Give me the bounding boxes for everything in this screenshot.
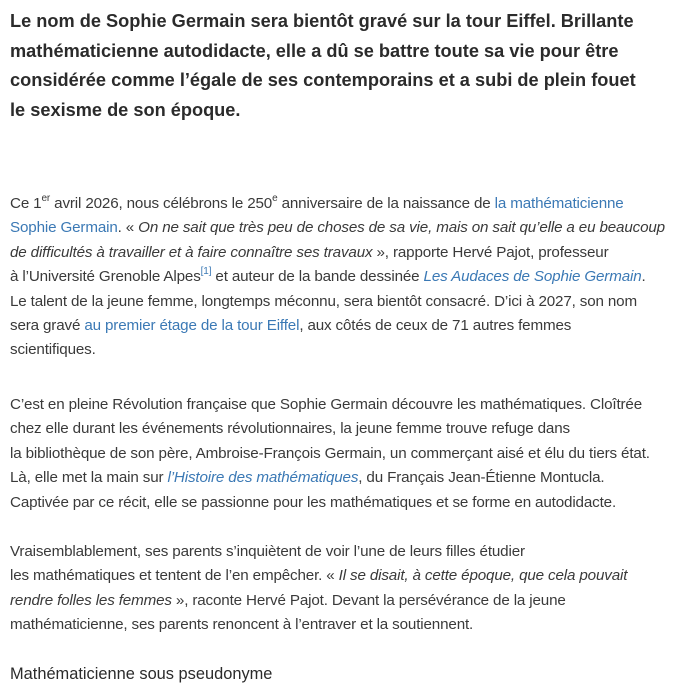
section-subheading: Mathématicienne sous pseudonyme xyxy=(10,665,273,683)
link-les-audaces-de-sophie-germain[interactable] xyxy=(424,268,642,285)
text-run: Là, elle met la main sur xyxy=(10,469,168,487)
paragraph-line xyxy=(10,192,665,216)
lede-line: le sexisme de son époque. xyxy=(10,99,241,120)
paragraph-line: Vraisemblablement, ses parents s’inquiètent de voir l’une de leurs filles étudier xyxy=(10,543,525,560)
paragraph-line xyxy=(10,589,627,613)
paragraph-line: la bibliothèque de son père, Ambroise-François Germain, un commerçant aisé et élu du tiers état. xyxy=(10,444,650,462)
text-run: anniversaire de la naissance de xyxy=(277,195,495,212)
text-run: les mathématiques et tentent de l’en empêcher. « xyxy=(10,567,339,585)
paragraph-line: C’est en pleine Révolution française que Sophie Germain découvre les mathématiques. Cloîtrée xyxy=(10,396,643,413)
paragraph-revolution xyxy=(10,393,650,515)
text-run: , aux côtés de ceux de 71 autres femmes xyxy=(299,317,572,335)
paragraph-line: Captivée par ce récit, elle se passionne pour les mathématiques et se forme en autodidacte. xyxy=(10,493,617,511)
quote-text: rendre folles les femmes xyxy=(10,591,172,609)
paragraph-line: mathématicienne, ses parents renoncent à l’entraver et la soutiennent. xyxy=(10,616,474,634)
quote-text: Il se disait, à cette époque, que cela pouvait xyxy=(338,567,628,585)
paragraph-anniversary xyxy=(10,192,665,363)
paragraph-line xyxy=(10,216,665,240)
article xyxy=(10,0,682,683)
paragraph-line xyxy=(10,314,665,338)
paragraph-line: chez elle durant les événements révolutionnaires, la jeune femme trouve refuge dans xyxy=(10,420,570,438)
paragraph-line xyxy=(10,564,627,588)
paragraph-line xyxy=(10,466,650,490)
footnote-ref-1[interactable]: [1] xyxy=(200,266,212,278)
paragraph-line xyxy=(10,241,665,265)
paragraph-line: Le talent de la jeune femme, longtemps méconnu, sera bientôt consacré. D’ici à 2027, son nom xyxy=(10,292,637,310)
paragraph-parents xyxy=(10,540,627,638)
superscript: er xyxy=(41,192,51,204)
text-run: », raconte Hervé Pajot. Devant la persévérance de la jeune xyxy=(171,591,566,609)
paragraph-line: scientifiques. xyxy=(10,341,96,359)
paragraph-line xyxy=(10,265,665,289)
text-run: avril 2026, nous célébrons le 250 xyxy=(50,195,273,212)
link-histoire-des-mathematiques[interactable] xyxy=(167,469,358,486)
quote-text: de difficultés à travailler et à faire connaître ses travaux xyxy=(10,243,373,261)
book-title: l’Histoire des mathématiques xyxy=(167,469,359,487)
text-run: », rapporte Hervé Pajot, professeur xyxy=(372,243,609,261)
text-run: sera gravé xyxy=(10,317,85,335)
text-run: à l’Université Grenoble Alpes xyxy=(10,268,201,286)
link-premier-etage-tour-eiffel[interactable]: au premier étage de la tour Eiffel xyxy=(84,317,300,335)
article-lede xyxy=(10,0,636,125)
text-run: , du Français Jean-Étienne Montucla. xyxy=(358,469,605,487)
lede-line: Le nom de Sophie Germain sera bientôt gravé sur la tour Eiffel. Brillante xyxy=(10,11,634,31)
book-title: Les Audaces de Sophie Germain xyxy=(423,268,642,286)
superscript: e xyxy=(272,192,278,204)
text-run: et auteur de la bande dessinée xyxy=(211,268,424,286)
quote-text: On ne sait que très peu de choses de sa vie, mais on sait qu’elle a eu beaucoup xyxy=(138,219,665,237)
link-mathematicienne-sophie-germain-cont[interactable]: Sophie Germain xyxy=(10,219,118,237)
lede-line: mathématicienne autodidacte, elle a dû se battre toute sa vie pour être xyxy=(10,40,619,61)
link-mathematicienne-sophie-germain[interactable]: la mathématicienne xyxy=(494,195,624,212)
text-run: Ce 1 xyxy=(10,195,42,212)
lede-line: considérée comme l’égale de ses contemporains et a subi de plein fouet xyxy=(10,70,636,90)
text-run: . xyxy=(641,268,646,286)
text-run: . « xyxy=(117,219,139,237)
